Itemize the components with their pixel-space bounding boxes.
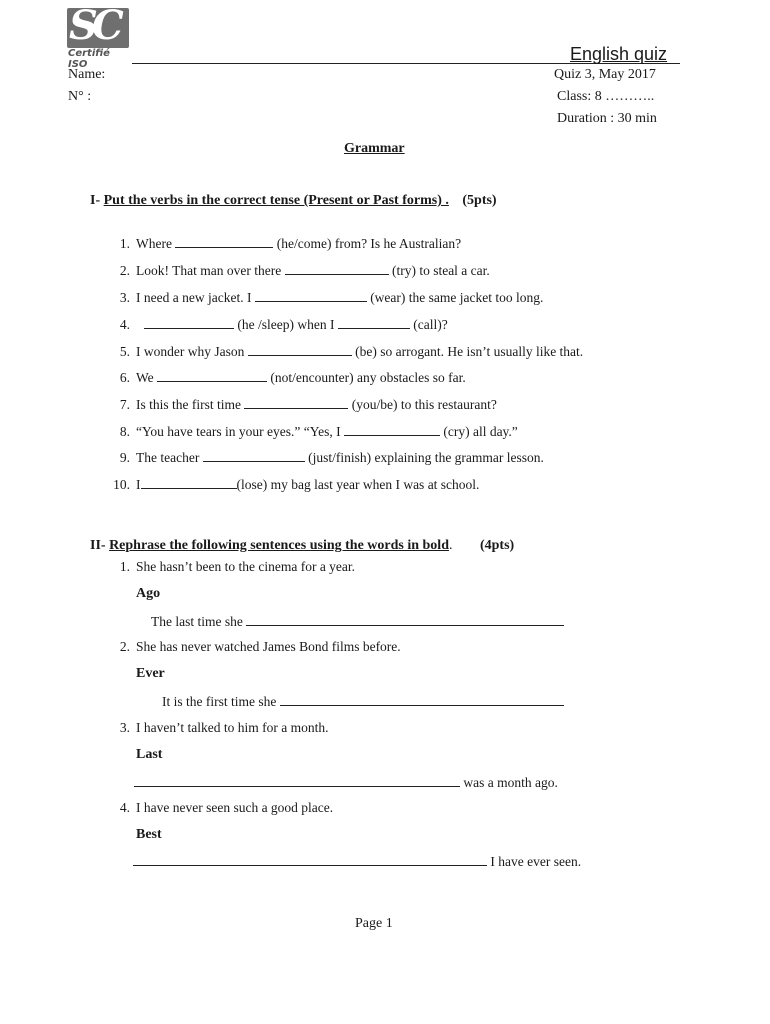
part1-heading [90, 193, 497, 209]
logo-badge [67, 2, 129, 49]
list-item: 3. I need a new jacket. I (wear) the same jacket too long. [119, 290, 544, 305]
list-item: 8. “You have tears in your eyes.” “Yes, I (cry) all day.” [119, 424, 518, 439]
list-item: 2. Look! That man over there (try) to steal a car. [119, 263, 490, 278]
name-label: Name: [68, 67, 106, 82]
page-number: Page 1 [355, 916, 393, 931]
answer-blank[interactable] [133, 853, 487, 866]
logo-letters: SC [69, 2, 118, 49]
answer-blank[interactable] [203, 449, 305, 462]
answer-blank[interactable] [248, 343, 352, 356]
answer-blank[interactable] [285, 262, 389, 275]
list-item: 7. Is this the first time (you/be) to this restaurant? [119, 397, 497, 412]
rephrase-line: was a month ago. [134, 774, 558, 791]
keyword-last: Last [136, 747, 163, 762]
keyword-best: Best [136, 827, 162, 842]
part1-roman: I- [90, 193, 101, 208]
list-item: 5. I wonder why Jason (be) so arrogant. He isn’t usually like that. [119, 344, 584, 359]
answer-blank[interactable] [338, 316, 410, 329]
list-item: 4. I have never seen such a good place. [119, 800, 334, 815]
answer-blank[interactable] [280, 693, 564, 706]
answer-blank[interactable] [244, 396, 348, 409]
list-item: 4. (he /sleep) when I (call)? [119, 317, 448, 332]
list-item: 1. She hasn’t been to the cinema for a year. [119, 559, 356, 574]
keyword-ago: Ago [136, 586, 161, 601]
quiz-info: Quiz 3, May 2017 [554, 67, 656, 82]
part2-roman: II- [90, 538, 106, 553]
list-item: 9. The teacher (just/finish) explaining the grammar lesson. [119, 450, 544, 465]
quiz-title: English quiz [570, 44, 668, 64]
logo-caption: Certifié ISO [68, 48, 110, 70]
rephrase-line: The last time she [151, 613, 564, 630]
list-item: 6. We (not/encounter) any obstacles so far. [119, 370, 466, 385]
part1-points: (5pts) [462, 193, 497, 208]
answer-blank[interactable] [344, 423, 440, 436]
answer-blank[interactable] [157, 369, 267, 382]
section-title: Grammar [344, 141, 405, 156]
answer-blank[interactable] [141, 476, 237, 489]
part1-instruction: Put the verbs in the correct tense (Present or Past forms) . [103, 193, 449, 208]
answer-blank[interactable] [175, 235, 273, 248]
certification-logo [67, 2, 129, 70]
number-label: N° : [68, 89, 92, 104]
answer-blank[interactable] [134, 774, 460, 787]
rephrase-line: I have ever seen. [133, 853, 581, 870]
part2-instruction: Rephrase the following sentences using the words in bold [109, 538, 449, 553]
list-item: 2. She has never watched James Bond films before. [119, 639, 401, 654]
answer-blank[interactable] [144, 316, 234, 329]
class-info: Class: 8 ……….. [557, 89, 655, 104]
rephrase-line: It is the first time she [162, 693, 564, 710]
duration: Duration : 30 min [557, 111, 657, 126]
part2-heading: II- Rephrase the following sentences using the words in bold. (4pts) [90, 538, 515, 553]
part2-points: (4pts) [479, 538, 515, 553]
answer-blank[interactable] [255, 289, 367, 302]
list-item: 10. I (lose) my bag last year when I was at school. [113, 477, 480, 492]
list-item: 1. Where (he/come) from? Is he Australian? [119, 236, 462, 251]
answer-blank[interactable] [246, 613, 564, 626]
keyword-ever: Ever [136, 666, 165, 681]
list-item: 3. I haven’t talked to him for a month. [119, 720, 329, 735]
